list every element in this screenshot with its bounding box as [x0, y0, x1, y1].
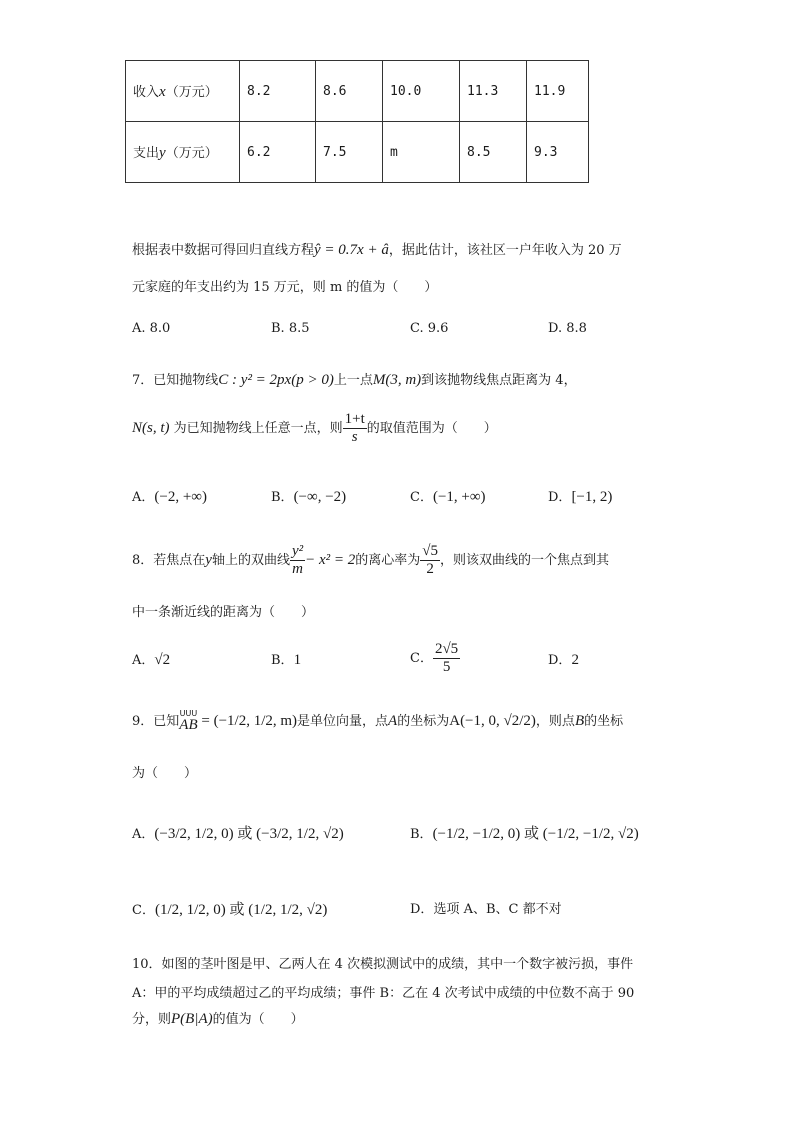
q8-line1: 8．若焦点在y轴上的双曲线 $\frac{\text{y²}}{m}$ − x² = 2的离心率为 $\frac{√5}{2}$ ，则该双曲线的一个焦点到其	[132, 543, 610, 577]
q10-line1: 10．如图的茎叶图是甲、乙两人在 4 次模拟测试中的成绩，其中一个数字被污损，事件	[132, 957, 634, 972]
q7-line1: 7．已知抛物线C : y² = 2px(p > 0)上一点M(3, m)到该抛物线焦点距离为 4，	[132, 372, 577, 388]
q6-option-d: D. 8.8	[548, 321, 587, 336]
q10-line3: 分，则P(B|A)的值为（ ）	[132, 1011, 304, 1027]
table-cell: 11.9	[527, 61, 589, 122]
q7-option-d: D．[−1, 2)	[548, 489, 613, 505]
q7-option-b: B．(−∞, −2)	[271, 489, 347, 505]
table-row-income	[126, 61, 589, 122]
q9-option-c: C．(1/2, 1/2, 0) 或 (1/2, 1/2, √2)	[132, 902, 328, 918]
q7-fraction: $\frac{1+t}{s}$	[344, 411, 365, 445]
table-cell: m	[383, 122, 460, 183]
table-cell: 6.2	[240, 122, 316, 183]
q8-eccentricity: $\frac{√5}{2}$	[422, 543, 439, 577]
q6-line2: 元家庭的年支出约为 15 万元，则 m 的值为（ ）	[132, 280, 438, 295]
row-header-expense: 支出y（万元）	[126, 122, 240, 183]
q9-option-a: A．(−3/2, 1/2, 0) 或 (−3/2, 1/2, √2)	[132, 826, 344, 842]
q9-line1: 9．已知 UUU AB = (−1/2, 1/2, m)是单位向量，点A的坐标为A(−1, 0, √2/2)，则点B的坐标	[132, 709, 624, 733]
q8-fraction: $\frac{\text{y²}}{m}$	[291, 543, 304, 577]
q9-option-d: D．选项 A、B、C 都不对	[410, 902, 562, 917]
q7-option-c: C．(−1, +∞)	[410, 489, 486, 505]
row-header-income: 收入x（万元）	[126, 61, 240, 122]
table-cell: 9.3	[527, 122, 589, 183]
q8-option-a: A．√2	[132, 652, 171, 668]
q6-line1: 根据表中数据可得回归直线方程ŷ = 0.7x + â，据此估计，该社区一户年收入为 20 万	[132, 242, 622, 258]
table-cell: 7.5	[316, 122, 383, 183]
q9-line2: 为（ ）	[132, 766, 198, 781]
q7-line2: N(s, t) 为已知抛物线上任意一点，则 $\frac{1+t}{s}$ 的取值范围为（ ）	[132, 411, 497, 445]
q7-option-a: A．(−2, +∞)	[132, 489, 207, 505]
table-cell: 10.0	[383, 61, 460, 122]
q6-option-a: A. 8.0	[132, 321, 171, 336]
coord-a: A(−1, 0, √2/2)	[449, 713, 536, 729]
vector-value: (−1/2, 1/2, m)	[213, 713, 298, 729]
q6-option-c: C. 9.6	[410, 321, 449, 336]
regression-equation: ŷ = 0.7x + â	[314, 242, 389, 258]
table-row-expense	[126, 122, 589, 183]
q8-option-c: C． $\frac{2√5}{5}$	[410, 641, 459, 675]
q10-line2: A：甲的平均成绩超过乙的平均成绩；事件 B：乙在 4 次考试中成绩的中位数不高于 90	[132, 986, 635, 1001]
q6-option-b: B. 8.5	[271, 321, 310, 336]
q8-option-d: D．2	[548, 652, 579, 668]
q8-line2: 中一条渐近线的距离为（ ）	[132, 605, 315, 620]
table-cell: 11.3	[460, 61, 527, 122]
q8-option-b: B．1	[271, 652, 302, 668]
table-cell: 8.6	[316, 61, 383, 122]
table-cell: 8.2	[240, 61, 316, 122]
vector-ab: UUU AB	[179, 709, 198, 733]
data-table	[125, 60, 589, 183]
q9-option-b: B．(−1/2, −1/2, 0) 或 (−1/2, −1/2, √2)	[410, 826, 639, 842]
table-cell: 8.5	[460, 122, 527, 183]
